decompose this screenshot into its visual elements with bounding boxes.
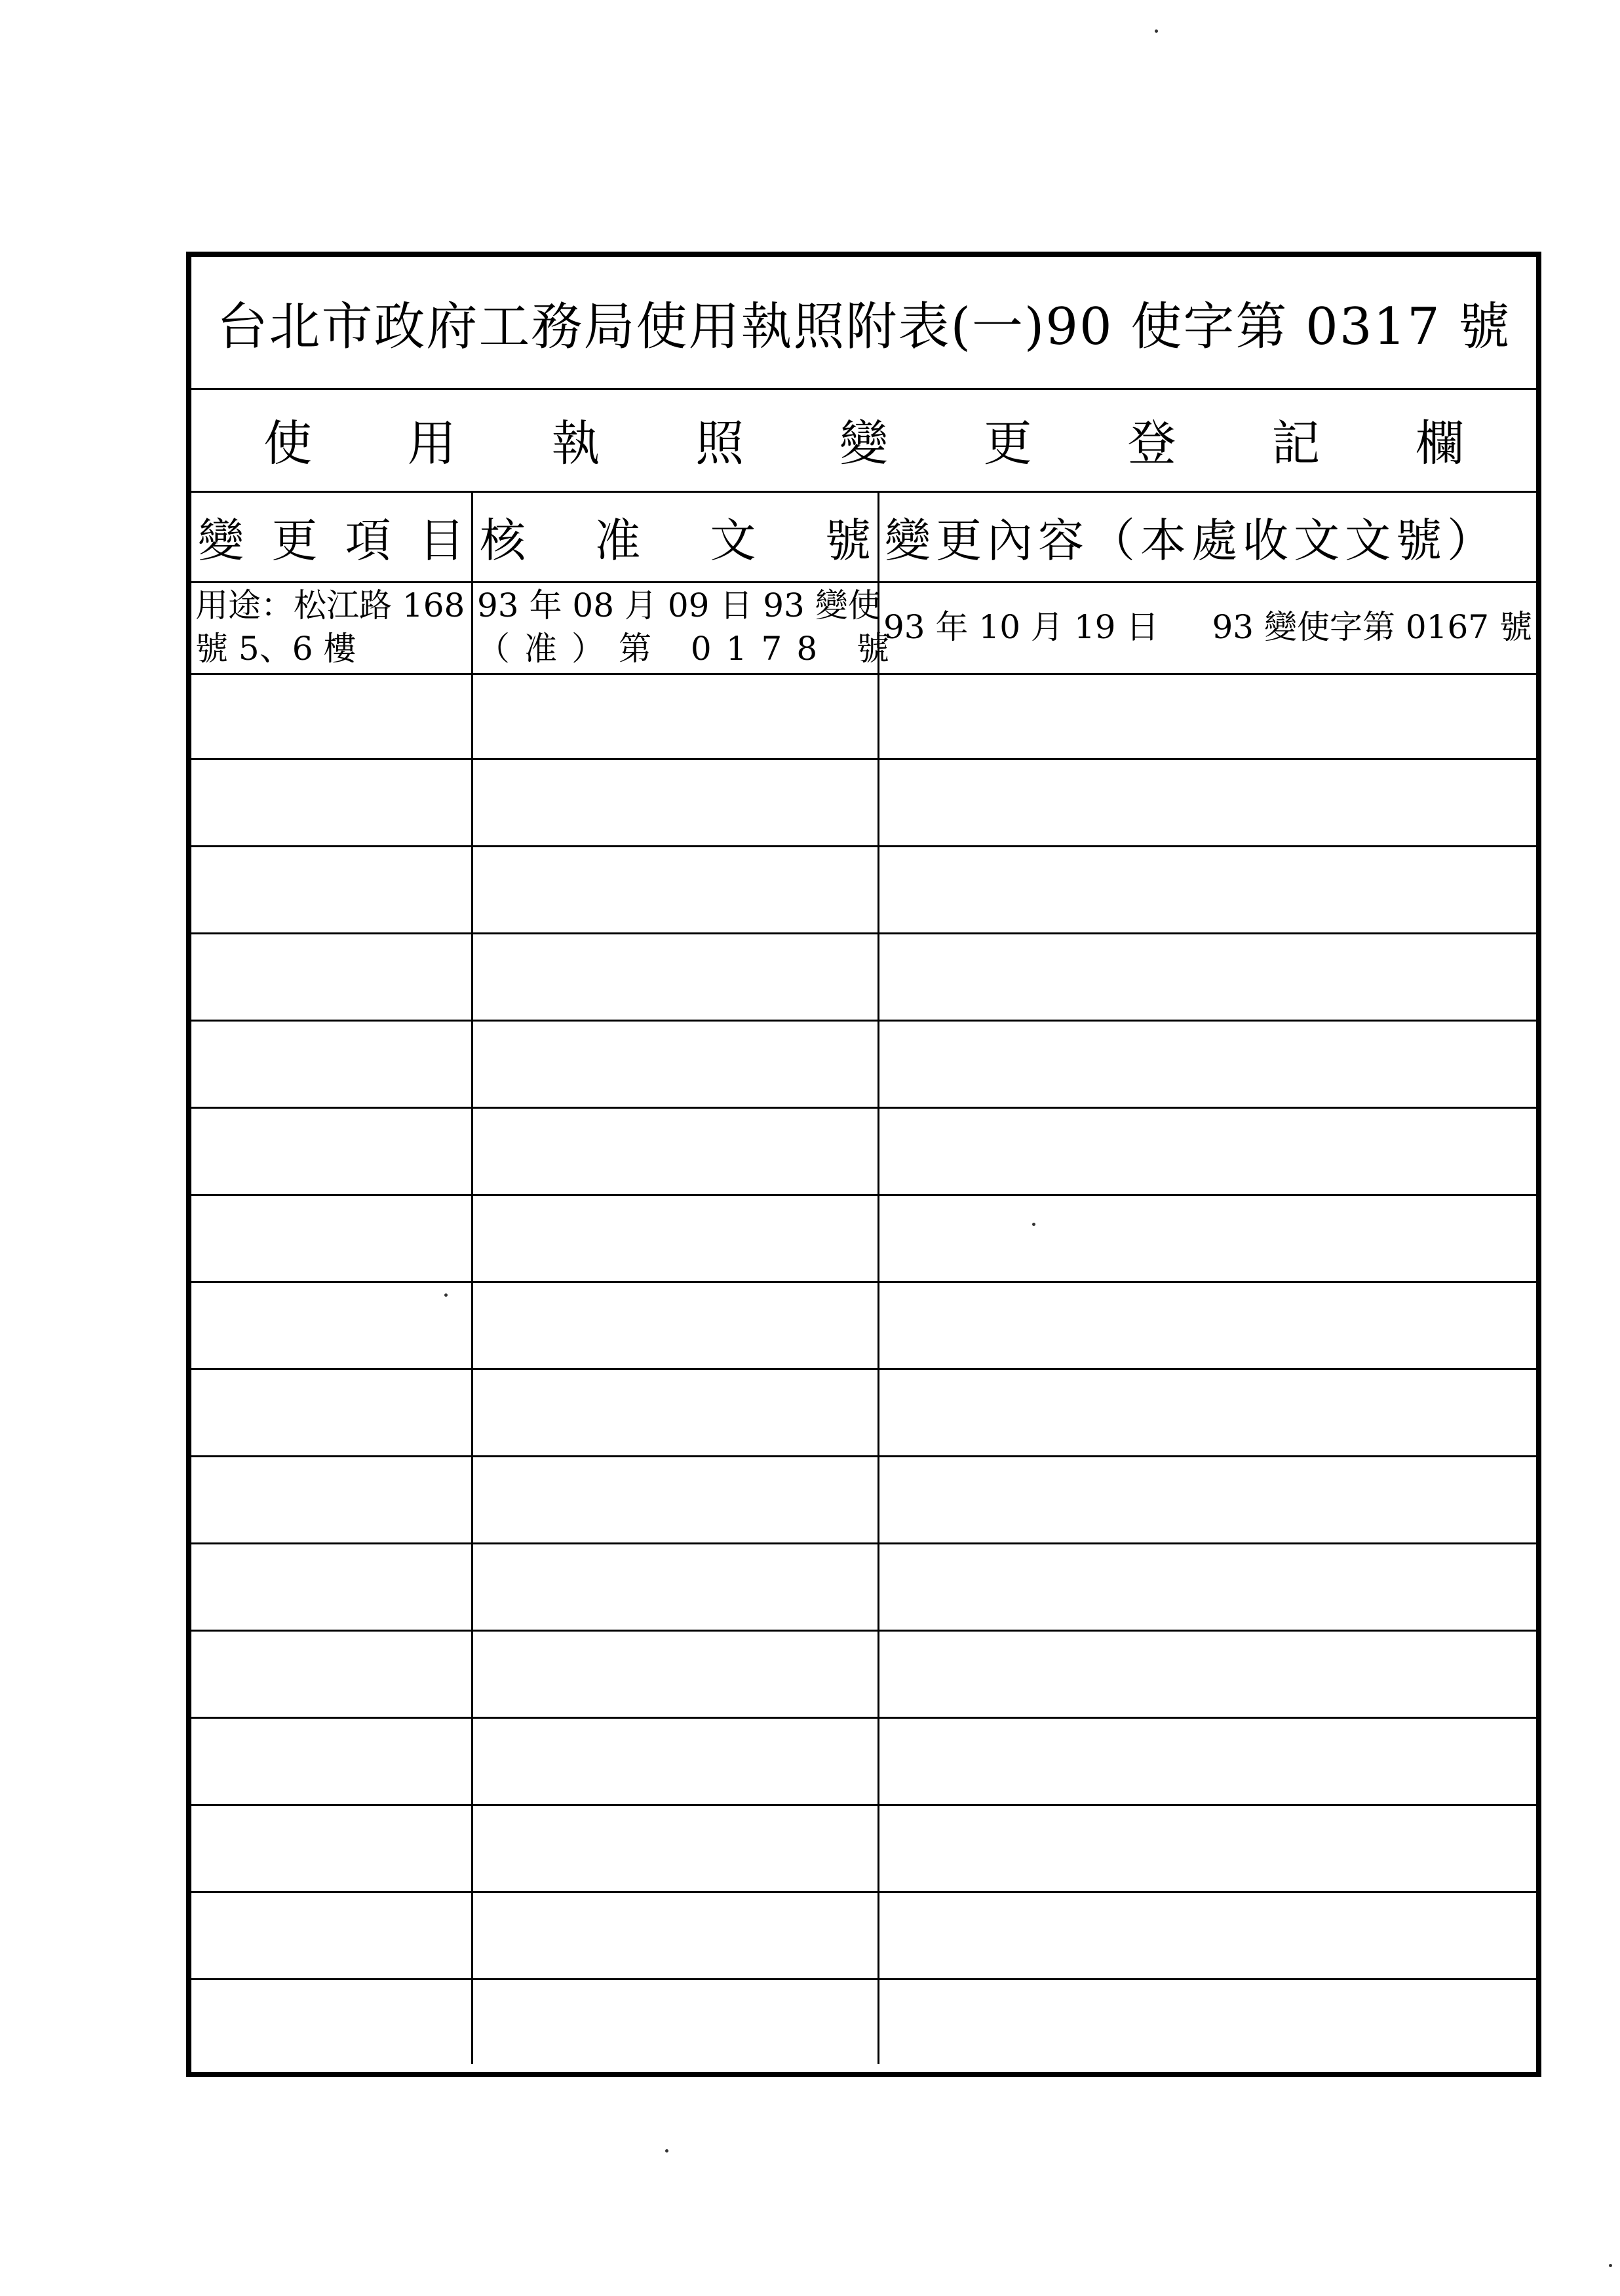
change-item-cell: [191, 1109, 473, 1194]
approval-no-cell: [473, 1196, 879, 1281]
header-char: 更: [271, 514, 318, 567]
change-item-cell: [191, 1980, 473, 2064]
table-row: [191, 1719, 1536, 1806]
approval-no-cell: [473, 581, 904, 673]
table-row: [191, 1370, 1536, 1457]
change-content-cell: [879, 847, 1536, 932]
table-row: [191, 1893, 1536, 1980]
header-char: 核: [480, 514, 526, 567]
table-row: [191, 673, 1536, 760]
change-item-cell: [191, 1457, 473, 1542]
approval-no-cell: [473, 1109, 879, 1194]
table-row: [191, 1806, 1536, 1893]
table-row: [191, 1632, 1536, 1719]
header-char: 文: [710, 514, 756, 567]
change-item-cell: [191, 760, 473, 845]
table-row: [191, 847, 1536, 934]
change-item-cell: [191, 1893, 473, 1978]
section-title-char: 記: [1271, 415, 1321, 472]
approval-no-cell: [473, 673, 879, 758]
column-header-row: [191, 493, 1536, 583]
change-item-cell: [191, 1370, 473, 1455]
approval-no-cell: [473, 1893, 879, 1978]
approval-no-cell: [473, 1370, 879, 1455]
header-change-content: [879, 493, 1536, 581]
section-title-char: 變: [839, 415, 888, 472]
header-change-item: [191, 493, 473, 581]
change-content-cell: [879, 1806, 1536, 1891]
header-change-content-text: 變更內容（本處收文文號）: [885, 514, 1498, 567]
table-row: [191, 934, 1536, 1022]
table-row: [191, 760, 1536, 847]
form-title-row: [191, 257, 1536, 390]
change-item-cell: [191, 1283, 473, 1368]
scan-speck: [1032, 1223, 1035, 1226]
section-title-char: 用: [407, 415, 456, 472]
table-row: [191, 1109, 1536, 1196]
header-char: 號: [824, 514, 871, 567]
change-item-cell: [191, 1632, 473, 1717]
change-item-cell: [191, 673, 473, 758]
header-char: 項: [345, 514, 391, 567]
change-item-cell: [191, 1196, 473, 1281]
change-item-cell: [191, 1544, 473, 1630]
change-content-cell: [879, 1283, 1536, 1368]
section-title-char: 使: [263, 415, 312, 472]
change-item-cell: [191, 934, 473, 1020]
approval-line: 93 年 08 月 09 日 93 變使: [477, 586, 881, 624]
approval-no-cell: [473, 760, 879, 845]
section-title-char: 登: [1127, 415, 1176, 472]
change-item-cell: [191, 581, 473, 673]
approval-no-cell: [473, 1283, 879, 1368]
change-content-cell: [879, 760, 1536, 845]
section-title-char: 欄: [1416, 415, 1464, 472]
section-title-char: 更: [983, 415, 1032, 472]
content-doc-no: 93 變使字第 0167 號: [1212, 608, 1532, 646]
scan-speck: [665, 2149, 668, 2152]
form-title: 台北市政府工務局使用執照附表(一)90 使字第 0317 號: [216, 297, 1511, 356]
header-char: 目: [418, 514, 465, 567]
change-item-cell: [191, 1719, 473, 1804]
approval-no-cell: [473, 934, 879, 1020]
change-content-cell: [879, 1109, 1536, 1194]
table-row: [191, 1022, 1536, 1109]
change-content-cell: [879, 1893, 1536, 1978]
approval-no-cell: [473, 1980, 879, 2064]
approval-no-cell: [473, 1806, 879, 1891]
usage-permit-change-form: [186, 252, 1541, 2077]
change-content-cell: [879, 1544, 1536, 1630]
content-date: 93 年 10 月 19 日: [883, 608, 1159, 646]
approval-line: （准）第 0178 號: [477, 630, 904, 668]
change-item-cell: [191, 1022, 473, 1107]
change-content-cell: [879, 934, 1536, 1020]
approval-no-cell: [473, 1457, 879, 1542]
change-content-cell: [879, 1196, 1536, 1281]
scan-speck: [444, 1293, 448, 1297]
change-content-cell: [879, 1370, 1536, 1455]
change-content-cell: [879, 1457, 1536, 1542]
header-char: 准: [594, 514, 641, 567]
change-content-cell: [879, 1022, 1536, 1107]
change-content-cell: [879, 1719, 1536, 1804]
table-row: [191, 1196, 1536, 1283]
section-title-char: 執: [551, 415, 600, 472]
approval-no-cell: [473, 1632, 879, 1717]
change-content-cell: [879, 581, 1536, 673]
scan-speck: [1155, 29, 1158, 33]
header-char: 變: [198, 514, 244, 567]
approval-no-cell: [473, 1022, 879, 1107]
table-row: [191, 1544, 1536, 1632]
change-item-line: 號 5、6 樓: [195, 630, 357, 668]
scan-speck: [1609, 2264, 1612, 2267]
table-row: [191, 581, 1536, 675]
table-row: [191, 1457, 1536, 1544]
change-content-cell: [879, 1632, 1536, 1717]
section-title-char: 照: [695, 415, 744, 472]
table-row: [191, 1980, 1536, 2064]
change-item-cell: [191, 1806, 473, 1891]
table-row: [191, 1283, 1536, 1370]
change-content-cell: [879, 1980, 1536, 2064]
empty-rows: [191, 673, 1536, 2072]
approval-no-cell: [473, 847, 879, 932]
change-content-line: [883, 605, 1532, 649]
header-approval-no: [473, 493, 879, 581]
section-title: [191, 388, 1536, 493]
change-item-line: 用途：松江路 168: [195, 586, 465, 624]
approval-no-cell: [473, 1719, 879, 1804]
change-content-cell: [879, 673, 1536, 758]
change-item-cell: [191, 847, 473, 932]
approval-no-cell: [473, 1544, 879, 1630]
